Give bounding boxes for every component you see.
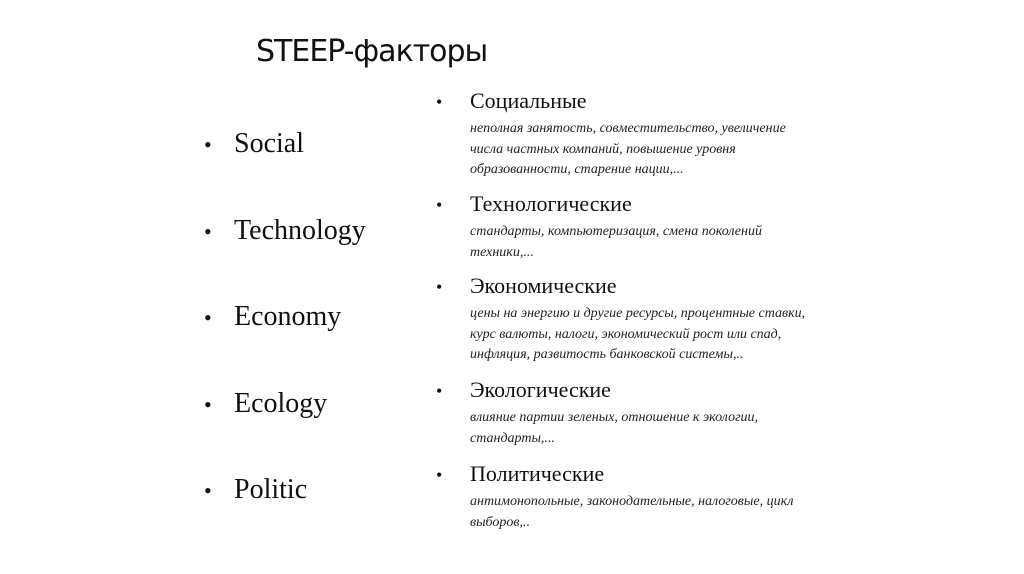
russian-factor-technology	[436, 187, 896, 269]
description-line: влияние партии зеленых, отношение к экологии,	[470, 410, 759, 425]
description-line: числа частных компаний, повышение уровня	[470, 141, 736, 157]
description-line: инфляция, развитость банковской системы,..	[470, 347, 744, 362]
english-factor-item	[204, 124, 366, 211]
russian-factor-description	[470, 304, 896, 366]
bullet-icon: •	[436, 465, 443, 485]
english-factor-label: Ecology	[234, 387, 328, 419]
english-factor-label: Technology	[234, 214, 366, 246]
english-factors-list	[204, 124, 366, 557]
bullet-icon: •	[204, 305, 212, 330]
slide-title: STEEP-факторы	[256, 34, 488, 69]
russian-factor-description	[470, 119, 896, 181]
russian-factor-description	[470, 492, 896, 533]
english-factor-item	[204, 211, 366, 298]
russian-factor-name: Экологические	[470, 377, 611, 402]
bullet-icon: •	[204, 132, 212, 157]
bullet-icon: •	[436, 195, 443, 215]
description-line: образованности, старение нации,...	[470, 162, 684, 177]
description-line: цены на энергию и другие ресурсы, процентные ставки,	[470, 306, 806, 321]
english-factor-item	[204, 384, 366, 471]
description-line: стандарты,...	[470, 430, 555, 446]
bullet-icon: •	[436, 92, 443, 112]
english-factor-label: Economy	[234, 301, 342, 332]
english-factor-label: Social	[234, 128, 304, 159]
russian-factor-politics	[436, 457, 896, 539]
description-line: техники,...	[470, 244, 534, 260]
russian-factor-name: Технологические	[470, 191, 632, 216]
bullet-icon: •	[204, 478, 212, 503]
russian-factor-description	[470, 222, 896, 263]
russian-factor-economy	[436, 269, 896, 373]
russian-factor-name: Экономические	[470, 273, 617, 298]
russian-factor-ecology	[436, 373, 896, 457]
description-line: неполная занятость, совместительство, увеличение	[470, 121, 786, 136]
english-factor-item	[204, 297, 366, 384]
description-line: стандарты, компьютеризация, смена поколений	[470, 224, 762, 239]
bullet-icon: •	[204, 218, 212, 244]
bullet-icon: •	[204, 391, 212, 417]
russian-factor-social	[436, 84, 896, 187]
description-line: выборов,..	[470, 514, 530, 530]
russian-factor-name: Политические	[470, 461, 605, 486]
russian-factor-name: Социальные	[470, 88, 587, 113]
russian-factor-description	[470, 408, 896, 449]
bullet-icon: •	[436, 381, 443, 401]
bullet-icon: •	[436, 277, 443, 297]
description-line: антимонопольные, законодательные, налоговые, цикл	[470, 494, 794, 509]
english-factor-item	[204, 470, 366, 557]
english-factor-label: Politic	[234, 474, 308, 505]
russian-factors-list	[436, 84, 896, 539]
description-line: курс валюты, налоги, экономический рост или спад,	[470, 326, 782, 342]
